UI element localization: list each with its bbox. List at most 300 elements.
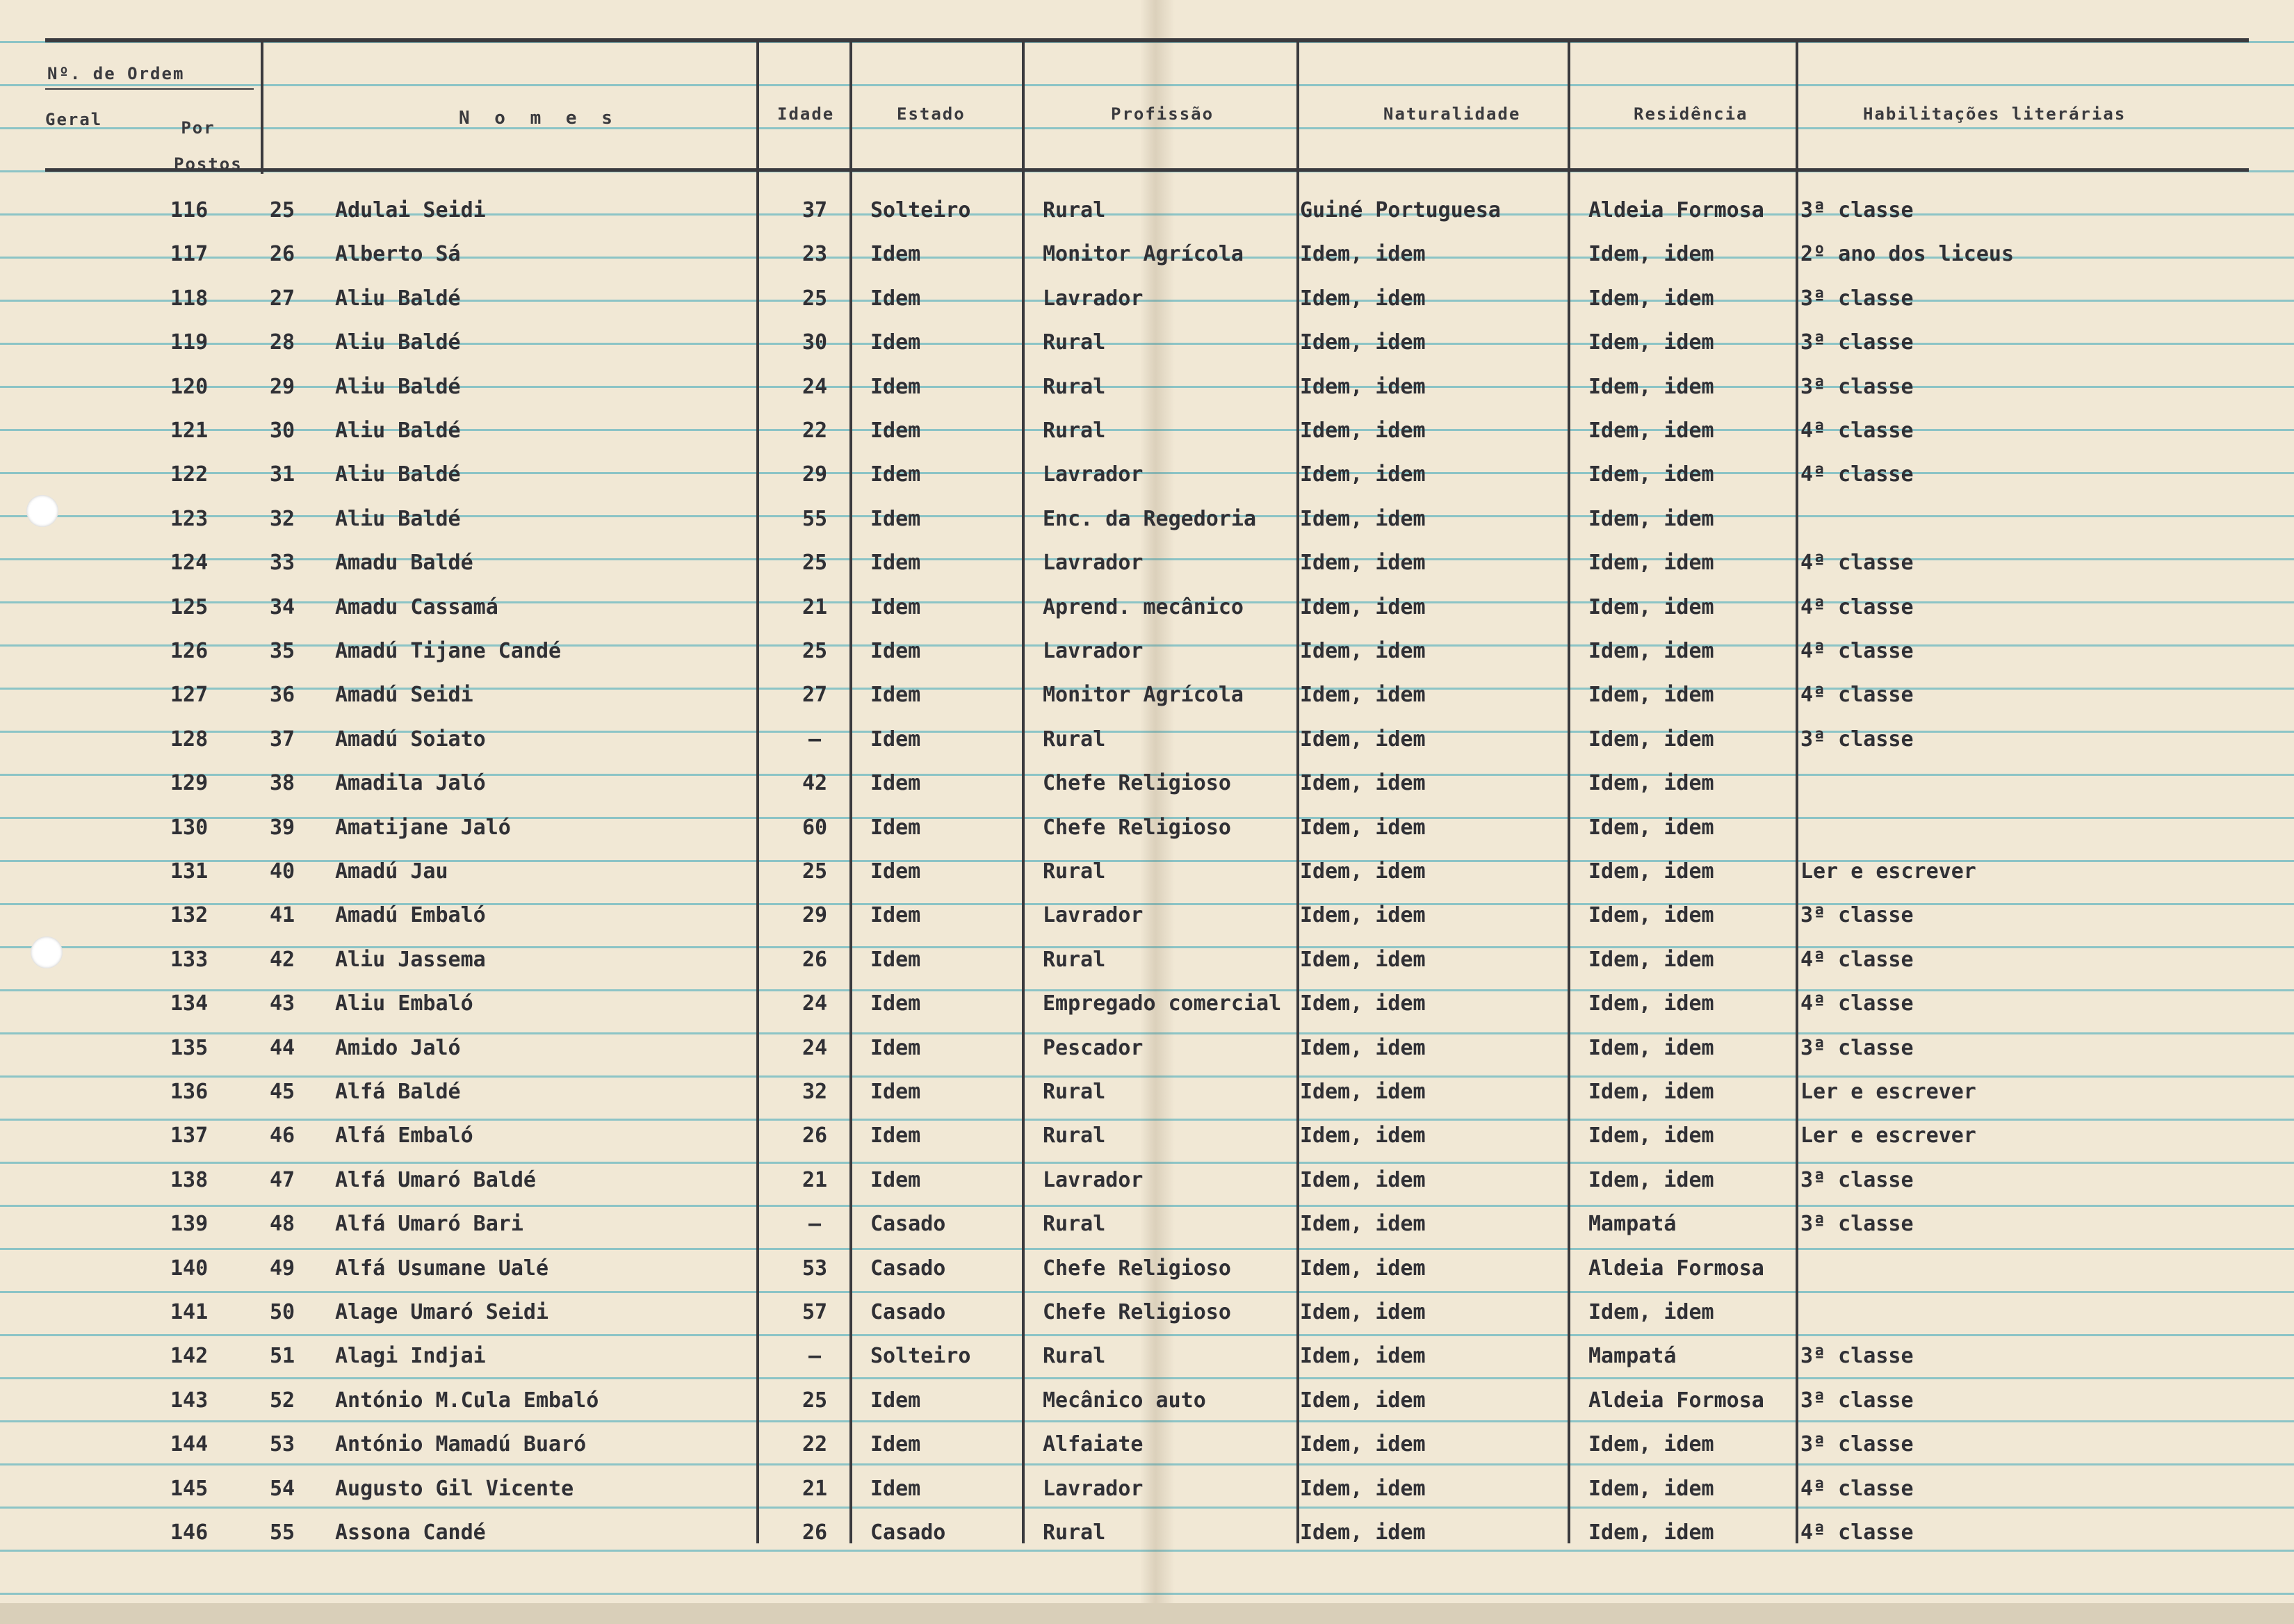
table-row xyxy=(0,903,2294,945)
birthplace-cell: Idem, idem xyxy=(1300,419,1426,443)
posto-number-cell: 43 xyxy=(270,991,295,1016)
education-cell: 3ª classe xyxy=(1800,1212,1914,1236)
posto-number-cell: 26 xyxy=(270,242,295,266)
profession-cell: Lavrador xyxy=(1043,286,1144,311)
civil-status-cell: Idem xyxy=(870,507,921,531)
age-cell: 26 xyxy=(802,1520,828,1545)
birthplace-cell: Idem, idem xyxy=(1300,1212,1426,1236)
civil-status-cell: Idem xyxy=(870,595,921,619)
table-row xyxy=(0,1344,2294,1386)
profession-cell: Chefe Religioso xyxy=(1043,1300,1231,1324)
person-name-cell: Alage Umaró Seidi xyxy=(335,1300,549,1324)
education-cell: Ler e escrever xyxy=(1800,859,1976,884)
person-name-cell: Alfá Umaró Bari xyxy=(335,1212,523,1236)
birthplace-cell: Idem, idem xyxy=(1300,683,1426,707)
geral-number-cell: 129 xyxy=(170,771,209,795)
geral-number-cell: 118 xyxy=(170,286,209,311)
profession-cell: Rural xyxy=(1043,948,1106,972)
posto-number-cell: 25 xyxy=(270,198,295,222)
age-cell: 25 xyxy=(802,1388,828,1413)
person-name-cell: Alagi Indjai xyxy=(335,1344,486,1368)
birthplace-cell: Idem, idem xyxy=(1300,1123,1426,1148)
education-cell: 4ª classe xyxy=(1800,551,1914,575)
residence-cell: Idem, idem xyxy=(1588,1520,1714,1545)
birthplace-cell: Idem, idem xyxy=(1300,551,1426,575)
table-row xyxy=(0,242,2294,284)
education-cell: 4ª classe xyxy=(1800,683,1914,707)
person-name-cell: Amadú Soiato xyxy=(335,727,486,752)
birthplace-cell: Idem, idem xyxy=(1300,1300,1426,1324)
person-name-cell: Augusto Gil Vicente xyxy=(335,1477,574,1501)
education-cell: 4ª classe xyxy=(1800,419,1914,443)
profession-cell: Rural xyxy=(1043,1212,1106,1236)
profession-cell: Rural xyxy=(1043,198,1106,222)
residence-cell: Idem, idem xyxy=(1588,1432,1714,1456)
birthplace-cell: Idem, idem xyxy=(1300,991,1426,1016)
table-row xyxy=(0,462,2294,504)
residence-cell: Idem, idem xyxy=(1588,375,1714,399)
geral-number-cell: 121 xyxy=(170,419,209,443)
profession-cell: Rural xyxy=(1043,419,1106,443)
profession-cell: Pescador xyxy=(1043,1036,1144,1060)
civil-status-cell: Idem xyxy=(870,1123,921,1148)
civil-status-cell: Idem xyxy=(870,286,921,311)
person-name-cell: Amatijane Jaló xyxy=(335,815,511,840)
civil-status-cell: Solteiro xyxy=(870,198,971,222)
birthplace-cell: Guiné Portuguesa xyxy=(1300,198,1501,222)
education-cell: 3ª classe xyxy=(1800,198,1914,222)
person-name-cell: Aliu Baldé xyxy=(335,375,461,399)
posto-number-cell: 54 xyxy=(270,1477,295,1501)
civil-status-cell: Idem xyxy=(870,683,921,707)
profession-cell: Enc. da Regedoria xyxy=(1043,507,1257,531)
posto-number-cell: 42 xyxy=(270,948,295,972)
table-row xyxy=(0,948,2294,989)
table-row xyxy=(0,1432,2294,1474)
table-row xyxy=(0,683,2294,724)
person-name-cell: António Mamadú Buaró xyxy=(335,1432,587,1456)
age-cell: 29 xyxy=(802,903,828,927)
geral-number-cell: 133 xyxy=(170,948,209,972)
civil-status-cell: Idem xyxy=(870,1168,921,1192)
posto-number-cell: 37 xyxy=(270,727,295,752)
header-residencia: Residência xyxy=(1634,104,1748,124)
age-cell: – xyxy=(808,727,822,752)
education-cell: 4ª classe xyxy=(1800,595,1914,619)
birthplace-cell: Idem, idem xyxy=(1300,1168,1426,1192)
civil-status-cell: Solteiro xyxy=(870,1344,971,1368)
header-profissao: Profissão xyxy=(1111,104,1214,124)
age-cell: 60 xyxy=(802,815,828,840)
posto-number-cell: 32 xyxy=(270,507,295,531)
geral-number-cell: 139 xyxy=(170,1212,209,1236)
education-cell: 3ª classe xyxy=(1800,1168,1914,1192)
residence-cell: Idem, idem xyxy=(1588,419,1714,443)
person-name-cell: Amadú Tijane Candé xyxy=(335,639,562,663)
education-cell: 4ª classe xyxy=(1800,948,1914,972)
person-name-cell: Aliu Baldé xyxy=(335,507,461,531)
profession-cell: Chefe Religioso xyxy=(1043,771,1231,795)
civil-status-cell: Casado xyxy=(870,1256,946,1281)
geral-number-cell: 128 xyxy=(170,727,209,752)
education-cell: 3ª classe xyxy=(1800,1036,1914,1060)
civil-status-cell: Idem xyxy=(870,1477,921,1501)
profession-cell: Lavrador xyxy=(1043,1477,1144,1501)
age-cell: 25 xyxy=(802,859,828,884)
profession-cell: Aprend. mecânico xyxy=(1043,595,1244,619)
table-row xyxy=(0,1168,2294,1210)
residence-cell: Idem, idem xyxy=(1588,991,1714,1016)
age-cell: 25 xyxy=(802,286,828,311)
header-nomes: N o m e s xyxy=(459,108,619,129)
table-row xyxy=(0,1256,2294,1298)
posto-number-cell: 28 xyxy=(270,330,295,355)
residence-cell: Aldeia Formosa xyxy=(1588,198,1764,222)
geral-number-cell: 130 xyxy=(170,815,209,840)
birthplace-cell: Idem, idem xyxy=(1300,1520,1426,1545)
profession-cell: Rural xyxy=(1043,1520,1106,1545)
person-name-cell: Aliu Baldé xyxy=(335,286,461,311)
age-cell: – xyxy=(808,1344,822,1368)
education-cell: 3ª classe xyxy=(1800,375,1914,399)
person-name-cell: Amido Jaló xyxy=(335,1036,461,1060)
civil-status-cell: Idem xyxy=(870,242,921,266)
geral-number-cell: 117 xyxy=(170,242,209,266)
civil-status-cell: Idem xyxy=(870,1432,921,1456)
education-cell: 3ª classe xyxy=(1800,286,1914,311)
posto-number-cell: 40 xyxy=(270,859,295,884)
geral-number-cell: 135 xyxy=(170,1036,209,1060)
table-row xyxy=(0,815,2294,857)
civil-status-cell: Idem xyxy=(870,991,921,1016)
age-cell: 53 xyxy=(802,1256,828,1281)
profession-cell: Rural xyxy=(1043,330,1106,355)
birthplace-cell: Idem, idem xyxy=(1300,242,1426,266)
geral-number-cell: 145 xyxy=(170,1477,209,1501)
table-row xyxy=(0,1212,2294,1253)
profession-cell: Alfaiate xyxy=(1043,1432,1144,1456)
table-row xyxy=(0,1520,2294,1562)
birthplace-cell: Idem, idem xyxy=(1300,771,1426,795)
birthplace-cell: Idem, idem xyxy=(1300,375,1426,399)
residence-cell: Aldeia Formosa xyxy=(1588,1388,1764,1413)
profession-cell: Lavrador xyxy=(1043,551,1144,575)
posto-number-cell: 55 xyxy=(270,1520,295,1545)
posto-number-cell: 27 xyxy=(270,286,295,311)
age-cell: 27 xyxy=(802,683,828,707)
geral-number-cell: 132 xyxy=(170,903,209,927)
geral-number-cell: 131 xyxy=(170,859,209,884)
education-cell: 3ª classe xyxy=(1800,727,1914,752)
profession-cell: Rural xyxy=(1043,727,1106,752)
geral-number-cell: 137 xyxy=(170,1123,209,1148)
table-row xyxy=(0,1388,2294,1430)
age-cell: 25 xyxy=(802,639,828,663)
posto-number-cell: 30 xyxy=(270,419,295,443)
residence-cell: Idem, idem xyxy=(1588,771,1714,795)
table-row xyxy=(0,595,2294,637)
posto-number-cell: 51 xyxy=(270,1344,295,1368)
posto-number-cell: 29 xyxy=(270,375,295,399)
age-cell: 26 xyxy=(802,1123,828,1148)
age-cell: 57 xyxy=(802,1300,828,1324)
geral-number-cell: 136 xyxy=(170,1080,209,1104)
geral-number-cell: 142 xyxy=(170,1344,209,1368)
education-cell: 4ª classe xyxy=(1800,639,1914,663)
posto-number-cell: 33 xyxy=(270,551,295,575)
civil-status-cell: Idem xyxy=(870,419,921,443)
profession-cell: Rural xyxy=(1043,1080,1106,1104)
geral-number-cell: 119 xyxy=(170,330,209,355)
residence-cell: Idem, idem xyxy=(1588,639,1714,663)
table-row xyxy=(0,1036,2294,1078)
posto-number-cell: 38 xyxy=(270,771,295,795)
birthplace-cell: Idem, idem xyxy=(1300,286,1426,311)
residence-cell: Idem, idem xyxy=(1588,683,1714,707)
residence-cell: Idem, idem xyxy=(1588,1123,1714,1148)
profession-cell: Lavrador xyxy=(1043,1168,1144,1192)
civil-status-cell: Idem xyxy=(870,330,921,355)
age-cell: 37 xyxy=(802,198,828,222)
table-row xyxy=(0,1123,2294,1165)
education-cell: 3ª classe xyxy=(1800,903,1914,927)
age-cell: 21 xyxy=(802,1168,828,1192)
age-cell: 22 xyxy=(802,1432,828,1456)
birthplace-cell: Idem, idem xyxy=(1300,1388,1426,1413)
person-name-cell: Alfá Usumane Ualé xyxy=(335,1256,549,1281)
table-row xyxy=(0,727,2294,769)
residence-cell: Aldeia Formosa xyxy=(1588,1256,1764,1281)
table-row xyxy=(0,286,2294,328)
age-cell: 24 xyxy=(802,991,828,1016)
education-cell: 4ª classe xyxy=(1800,462,1914,487)
person-name-cell: Assona Candé xyxy=(335,1520,486,1545)
education-cell: 4ª classe xyxy=(1800,991,1914,1016)
residence-cell: Idem, idem xyxy=(1588,242,1714,266)
age-cell: 24 xyxy=(802,1036,828,1060)
geral-number-cell: 125 xyxy=(170,595,209,619)
person-name-cell: Aliu Baldé xyxy=(335,330,461,355)
education-cell: 4ª classe xyxy=(1800,1477,1914,1501)
profession-cell: Chefe Religioso xyxy=(1043,815,1231,840)
residence-cell: Idem, idem xyxy=(1588,462,1714,487)
birthplace-cell: Idem, idem xyxy=(1300,1344,1426,1368)
birthplace-cell: Idem, idem xyxy=(1300,462,1426,487)
person-name-cell: Alfá Baldé xyxy=(335,1080,461,1104)
education-cell: 3ª classe xyxy=(1800,1432,1914,1456)
geral-number-cell: 120 xyxy=(170,375,209,399)
residence-cell: Idem, idem xyxy=(1588,595,1714,619)
civil-status-cell: Idem xyxy=(870,903,921,927)
posto-number-cell: 31 xyxy=(270,462,295,487)
posto-number-cell: 34 xyxy=(270,595,295,619)
header-naturalidade: Naturalidade xyxy=(1383,104,1521,124)
birthplace-cell: Idem, idem xyxy=(1300,1256,1426,1281)
person-name-cell: Aliu Baldé xyxy=(335,419,461,443)
header-estado: Estado xyxy=(897,104,966,124)
table-row xyxy=(0,639,2294,681)
geral-number-cell: 141 xyxy=(170,1300,209,1324)
residence-cell: Idem, idem xyxy=(1588,1300,1714,1324)
profession-cell: Empregado comercial xyxy=(1043,991,1282,1016)
header-habilitacoes: Habilitações literárias xyxy=(1863,104,2126,124)
age-cell: 55 xyxy=(802,507,828,531)
residence-cell: Idem, idem xyxy=(1588,815,1714,840)
civil-status-cell: Idem xyxy=(870,1080,921,1104)
profession-cell: Lavrador xyxy=(1043,639,1144,663)
education-cell: 2º ano dos liceus xyxy=(1800,242,2015,266)
person-name-cell: Amadila Jaló xyxy=(335,771,486,795)
header-num-ordem: Nº. de Ordem xyxy=(47,64,185,83)
birthplace-cell: Idem, idem xyxy=(1300,1036,1426,1060)
birthplace-cell: Idem, idem xyxy=(1300,1080,1426,1104)
geral-number-cell: 138 xyxy=(170,1168,209,1192)
residence-cell: Idem, idem xyxy=(1588,948,1714,972)
header-por-postos: Por Postos xyxy=(174,118,243,174)
age-cell: 29 xyxy=(802,462,828,487)
posto-number-cell: 53 xyxy=(270,1432,295,1456)
age-cell: 26 xyxy=(802,948,828,972)
birthplace-cell: Idem, idem xyxy=(1300,595,1426,619)
geral-number-cell: 126 xyxy=(170,639,209,663)
geral-number-cell: 143 xyxy=(170,1388,209,1413)
person-name-cell: Amadú Jau xyxy=(335,859,448,884)
person-name-cell: Amadú Seidi xyxy=(335,683,473,707)
birthplace-cell: Idem, idem xyxy=(1300,507,1426,531)
birthplace-cell: Idem, idem xyxy=(1300,1432,1426,1456)
person-name-cell: Aliu Embaló xyxy=(335,991,473,1016)
posto-number-cell: 50 xyxy=(270,1300,295,1324)
age-cell: – xyxy=(808,1212,822,1236)
residence-cell: Idem, idem xyxy=(1588,1036,1714,1060)
age-cell: 32 xyxy=(802,1080,828,1104)
birthplace-cell: Idem, idem xyxy=(1300,948,1426,972)
profession-cell: Rural xyxy=(1043,1123,1106,1148)
geral-number-cell: 140 xyxy=(170,1256,209,1281)
geral-number-cell: 146 xyxy=(170,1520,209,1545)
table-row xyxy=(0,1080,2294,1121)
residence-cell: Idem, idem xyxy=(1588,330,1714,355)
header-idade: Idade xyxy=(777,104,835,124)
posto-number-cell: 52 xyxy=(270,1388,295,1413)
posto-number-cell: 44 xyxy=(270,1036,295,1060)
civil-status-cell: Casado xyxy=(870,1212,946,1236)
civil-status-cell: Idem xyxy=(870,815,921,840)
table-row xyxy=(0,1477,2294,1518)
civil-status-cell: Casado xyxy=(870,1520,946,1545)
age-cell: 42 xyxy=(802,771,828,795)
residence-cell: Idem, idem xyxy=(1588,903,1714,927)
table-row xyxy=(0,771,2294,813)
posto-number-cell: 45 xyxy=(270,1080,295,1104)
education-cell: 4ª classe xyxy=(1800,1520,1914,1545)
table-row xyxy=(0,551,2294,592)
header-geral: Geral xyxy=(45,110,103,129)
profession-cell: Rural xyxy=(1043,859,1106,884)
age-cell: 21 xyxy=(802,1477,828,1501)
age-cell: 21 xyxy=(802,595,828,619)
residence-cell: Idem, idem xyxy=(1588,286,1714,311)
person-name-cell: Alberto Sá xyxy=(335,242,461,266)
profession-cell: Monitor Agrícola xyxy=(1043,683,1244,707)
table-row xyxy=(0,330,2294,372)
civil-status-cell: Idem xyxy=(870,462,921,487)
civil-status-cell: Casado xyxy=(870,1300,946,1324)
birthplace-cell: Idem, idem xyxy=(1300,1477,1426,1501)
residence-cell: Mampatá xyxy=(1588,1212,1677,1236)
age-cell: 25 xyxy=(802,551,828,575)
age-cell: 23 xyxy=(802,242,828,266)
profession-cell: Rural xyxy=(1043,1344,1106,1368)
table-row xyxy=(0,1300,2294,1342)
birthplace-cell: Idem, idem xyxy=(1300,903,1426,927)
residence-cell: Idem, idem xyxy=(1588,1477,1714,1501)
table-row xyxy=(0,507,2294,549)
person-name-cell: Aliu Jassema xyxy=(335,948,486,972)
civil-status-cell: Idem xyxy=(870,1036,921,1060)
residence-cell: Idem, idem xyxy=(1588,551,1714,575)
residence-cell: Idem, idem xyxy=(1588,1080,1714,1104)
age-cell: 30 xyxy=(802,330,828,355)
profession-cell: Lavrador xyxy=(1043,903,1144,927)
person-name-cell: Aliu Baldé xyxy=(335,462,461,487)
posto-number-cell: 41 xyxy=(270,903,295,927)
posto-number-cell: 46 xyxy=(270,1123,295,1148)
residence-cell: Mampatá xyxy=(1588,1344,1677,1368)
person-name-cell: Amadú Embaló xyxy=(335,903,486,927)
civil-status-cell: Idem xyxy=(870,639,921,663)
birthplace-cell: Idem, idem xyxy=(1300,727,1426,752)
civil-status-cell: Idem xyxy=(870,551,921,575)
civil-status-cell: Idem xyxy=(870,1388,921,1413)
geral-number-cell: 134 xyxy=(170,991,209,1016)
posto-number-cell: 35 xyxy=(270,639,295,663)
person-name-cell: Amadu Cassamá xyxy=(335,595,498,619)
geral-number-cell: 127 xyxy=(170,683,209,707)
person-name-cell: Alfá Embaló xyxy=(335,1123,473,1148)
person-name-cell: Alfá Umaró Baldé xyxy=(335,1168,536,1192)
geral-number-cell: 124 xyxy=(170,551,209,575)
profession-cell: Lavrador xyxy=(1043,462,1144,487)
civil-status-cell: Idem xyxy=(870,771,921,795)
table-row xyxy=(0,198,2294,240)
profession-cell: Rural xyxy=(1043,375,1106,399)
table-row xyxy=(0,859,2294,901)
posto-number-cell: 39 xyxy=(270,815,295,840)
geral-number-cell: 122 xyxy=(170,462,209,487)
geral-number-cell: 144 xyxy=(170,1432,209,1456)
residence-cell: Idem, idem xyxy=(1588,1168,1714,1192)
education-cell: 3ª classe xyxy=(1800,330,1914,355)
posto-number-cell: 47 xyxy=(270,1168,295,1192)
geral-number-cell: 116 xyxy=(170,198,209,222)
civil-status-cell: Idem xyxy=(870,727,921,752)
civil-status-cell: Idem xyxy=(870,375,921,399)
posto-number-cell: 36 xyxy=(270,683,295,707)
person-name-cell: Amadu Baldé xyxy=(335,551,473,575)
education-cell: Ler e escrever xyxy=(1800,1080,1976,1104)
residence-cell: Idem, idem xyxy=(1588,507,1714,531)
birthplace-cell: Idem, idem xyxy=(1300,859,1426,884)
birthplace-cell: Idem, idem xyxy=(1300,330,1426,355)
birthplace-cell: Idem, idem xyxy=(1300,815,1426,840)
residence-cell: Idem, idem xyxy=(1588,859,1714,884)
education-cell: Ler e escrever xyxy=(1800,1123,1976,1148)
posto-number-cell: 48 xyxy=(270,1212,295,1236)
table-row xyxy=(0,419,2294,460)
age-cell: 24 xyxy=(802,375,828,399)
person-name-cell: António M.Cula Embaló xyxy=(335,1388,599,1413)
